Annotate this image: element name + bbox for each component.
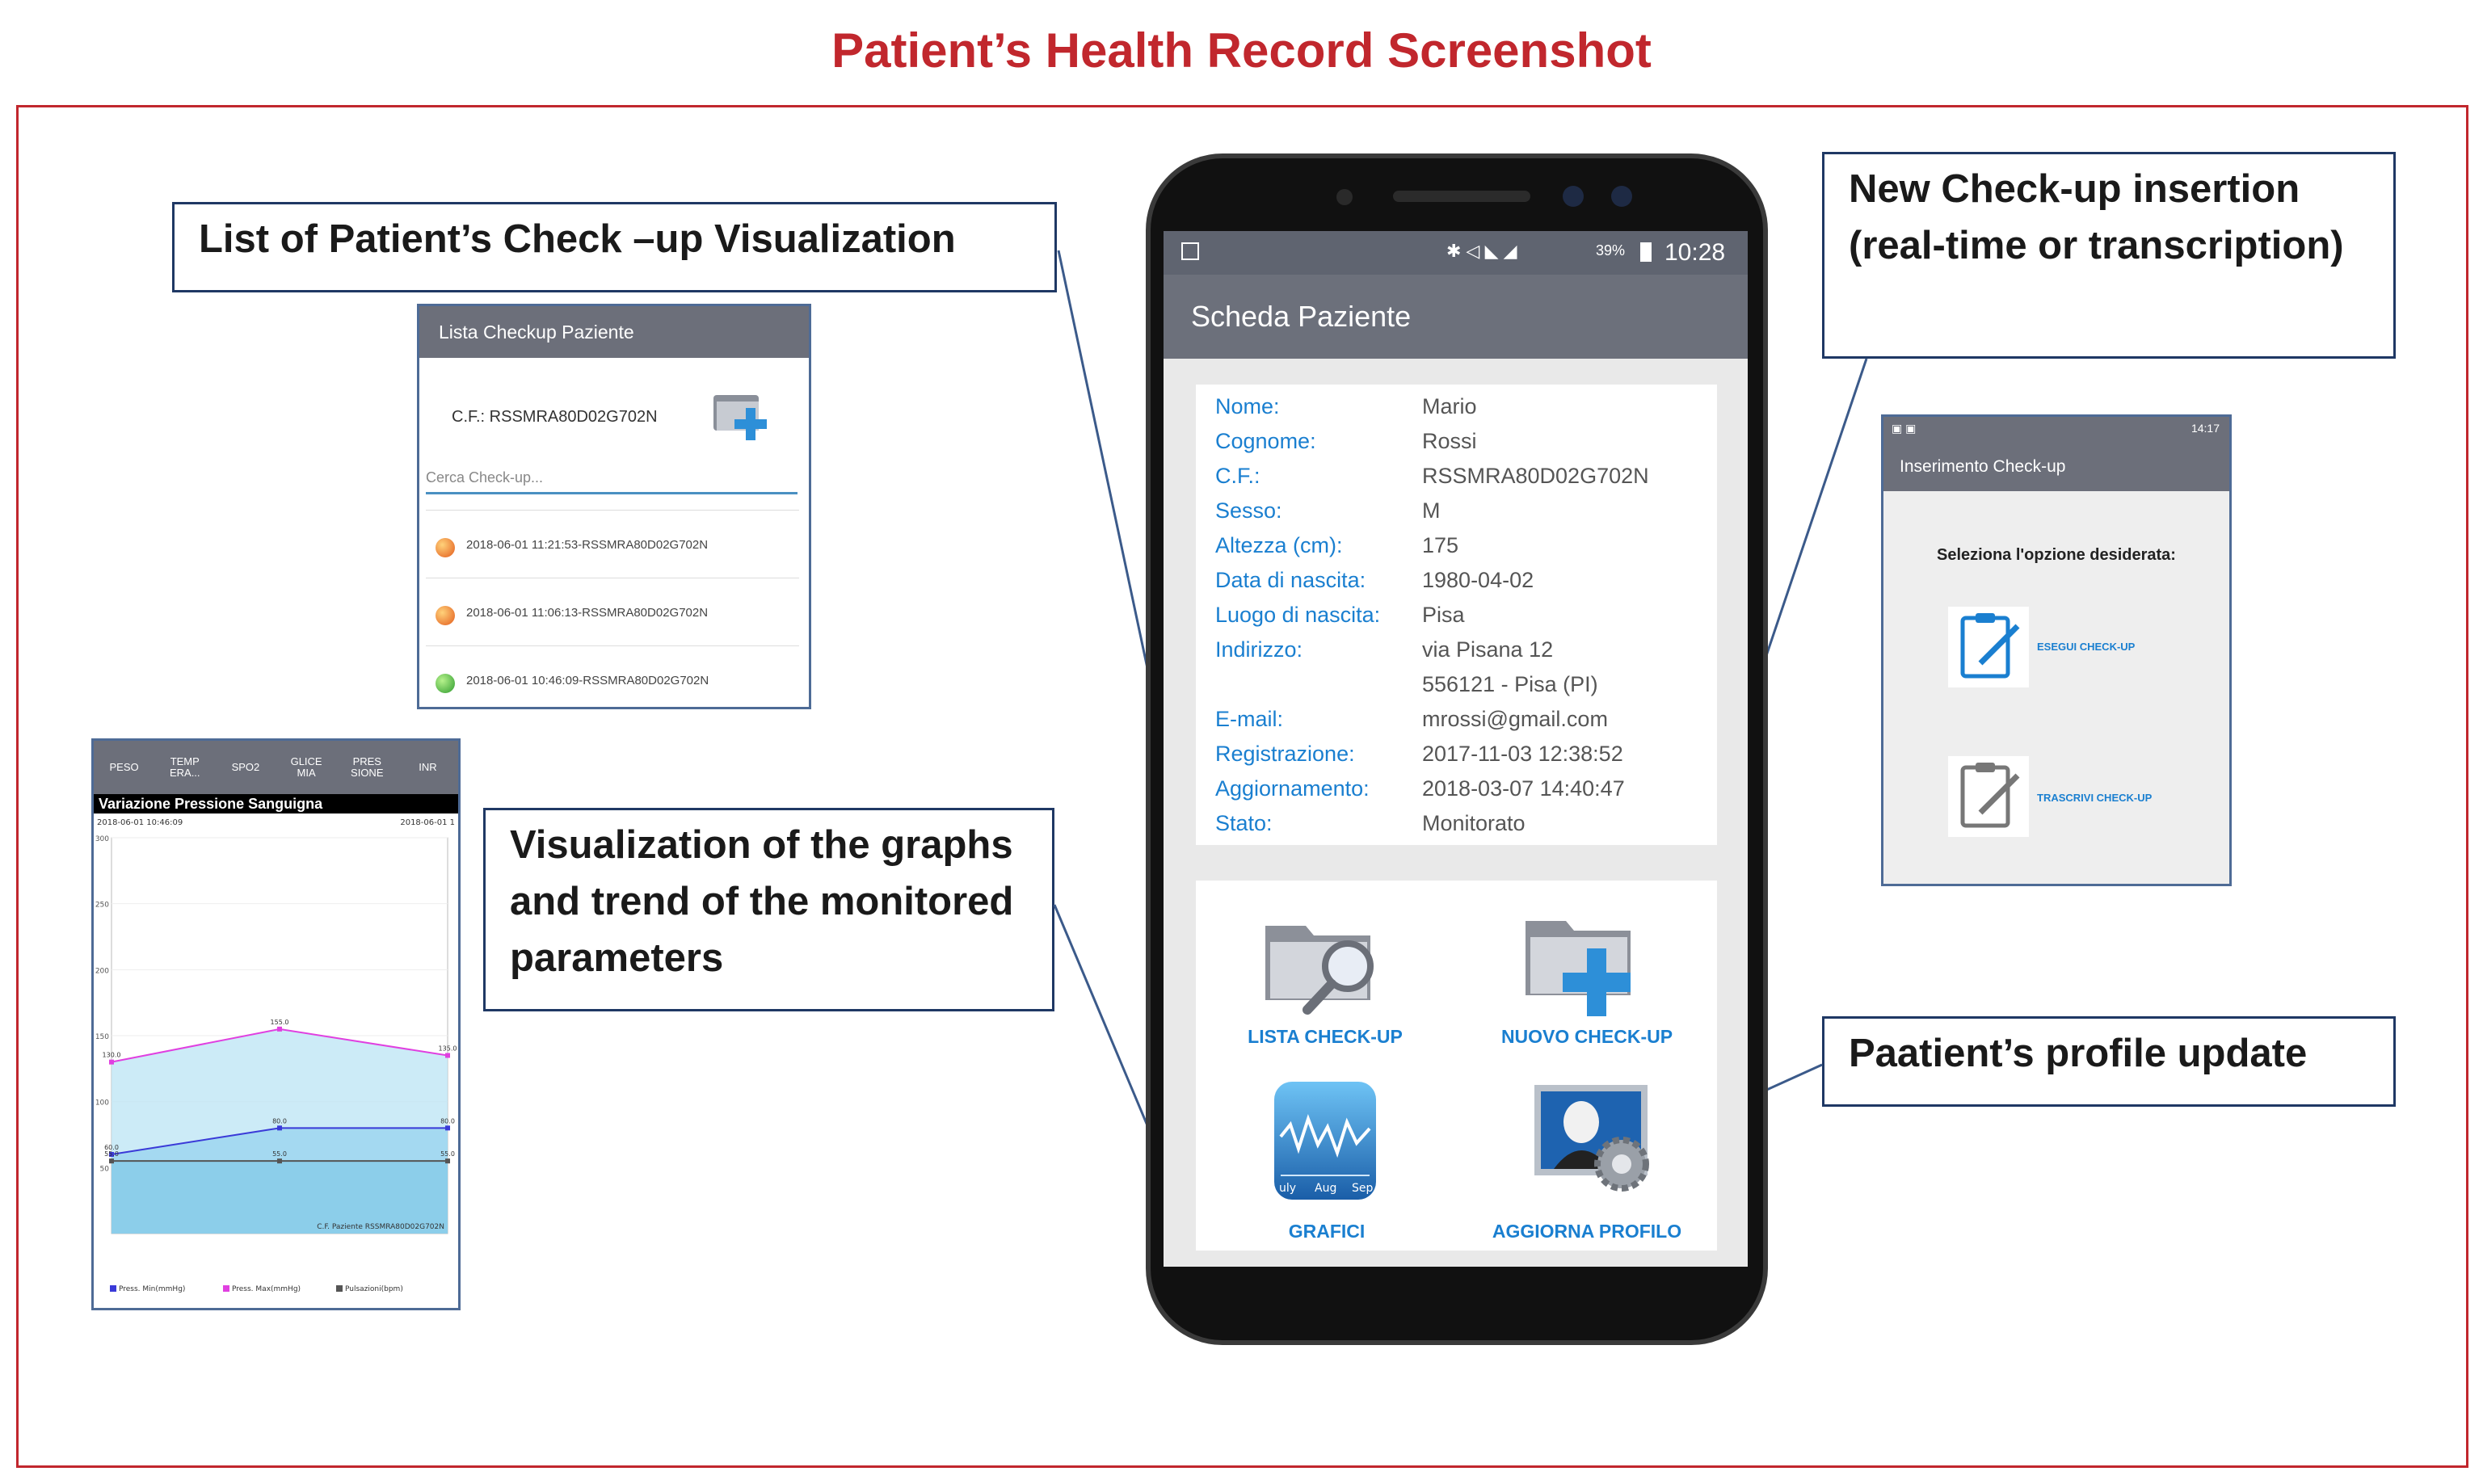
field-label: Stato: <box>1215 811 1273 835</box>
esegui-checkup-label: ESEGUI CHECK-UP <box>2037 641 2136 653</box>
notification-icons: ▣ ▣ <box>1892 422 1917 435</box>
field-label: Altezza (cm): <box>1215 533 1343 557</box>
data-label: 80.0 <box>440 1117 455 1125</box>
pressure-chart <box>94 813 458 1308</box>
tab-spo2[interactable]: SPO2 <box>231 761 260 773</box>
data-point <box>445 1053 450 1058</box>
field-value: 1980-04-02 <box>1422 568 1534 592</box>
y-tick-label: 200 <box>95 967 109 976</box>
callout-list-visualization: List of Patient’s Check –up Visualization <box>172 202 1057 292</box>
battery-icon <box>1640 242 1652 262</box>
field-value: via Pisana 12 <box>1422 637 1554 662</box>
data-label: 60.0 <box>104 1144 119 1151</box>
folder-add-icon <box>1521 905 1650 1018</box>
legend-label: Pulsazioni(bpm) <box>345 1285 403 1293</box>
list-screen-cf: C.F.: RSSMRA80D02G702N <box>452 408 658 426</box>
data-point <box>445 1125 450 1130</box>
field-value: M <box>1422 498 1441 523</box>
field-value: Pisa <box>1422 603 1465 627</box>
tab-glicemia[interactable]: GLICE MIA <box>290 755 322 779</box>
insert-checkup-screen <box>1881 414 2232 886</box>
nuovo-checkup-button[interactable] <box>1456 881 1717 1066</box>
field-value: Monitorato <box>1422 811 1526 835</box>
menu-card <box>1196 881 1717 1251</box>
graph-tabs <box>94 741 458 794</box>
trascrivi-checkup-option[interactable] <box>1948 756 2207 845</box>
folder-search-icon <box>1260 910 1390 1015</box>
legend-label: Press. Min(mmHg) <box>119 1285 186 1293</box>
y-tick-label: 250 <box>95 901 109 910</box>
field-value: mrossi@gmail.com <box>1422 707 1608 731</box>
y-tick-label: 150 <box>95 1033 109 1041</box>
checkup-list-item[interactable] <box>426 510 799 578</box>
callout-new-checkup: New Check-up insertion (real-time or transcription) <box>1822 152 2396 359</box>
checkup-list-item[interactable] <box>426 645 799 709</box>
app-title: Scheda Paziente <box>1164 275 1748 359</box>
insert-prompt: Seleziona l'opzione desiderata: <box>1937 546 2176 564</box>
checkup-item-text: 2018-06-01 11:06:13-RSSMRA80D02G702N <box>466 606 709 620</box>
tab-temperatura[interactable]: TEMP ERA... <box>169 755 200 779</box>
data-label: 55.0 <box>104 1150 119 1158</box>
tab-inr[interactable]: INR <box>419 761 437 773</box>
sensor-dot <box>1336 189 1353 205</box>
lista-checkup-button[interactable] <box>1196 881 1456 1066</box>
nuovo-checkup-label: NUOVO CHECK-UP <box>1500 1026 1673 1047</box>
profile-settings-icon <box>1533 1083 1654 1196</box>
insert-status-time: 14:17 <box>2191 422 2220 435</box>
data-label: 130.0 <box>102 1051 121 1059</box>
camera-icon <box>1563 186 1584 207</box>
status-time: 10:28 <box>1664 239 1726 266</box>
data-label: 135.0 <box>438 1045 457 1053</box>
status-bar <box>1164 231 1748 275</box>
aggiorna-profilo-button[interactable] <box>1456 1066 1717 1251</box>
search-checkup-input[interactable]: Cerca Check-up... <box>426 469 798 494</box>
list-checkup-screen <box>417 304 811 709</box>
legend-swatch <box>110 1285 116 1292</box>
legend-label: Press. Max(mmHg) <box>232 1285 301 1293</box>
field-label: Sesso: <box>1215 498 1282 523</box>
graph-icon-month: Aug <box>1315 1182 1337 1195</box>
tab-peso[interactable]: PESO <box>109 761 139 773</box>
field-label: Nome: <box>1215 394 1280 418</box>
notification-icon <box>1181 242 1199 260</box>
field-value: 556121 - Pisa (PI) <box>1422 672 1598 696</box>
patient-info-card <box>1196 385 1717 845</box>
add-checkup-icon[interactable] <box>710 387 775 444</box>
data-point <box>445 1158 450 1163</box>
legend-swatch <box>223 1285 229 1292</box>
data-label: 155.0 <box>270 1018 289 1026</box>
field-label: Data di nascita: <box>1215 568 1366 592</box>
field-value: 175 <box>1422 533 1459 557</box>
phone-body <box>1164 359 1748 1267</box>
data-label: 55.0 <box>440 1150 455 1158</box>
y-tick-label: 50 <box>99 1165 109 1174</box>
tab-pressione[interactable]: PRES SIONE <box>351 755 384 779</box>
callout-profile-update: Paatient’s profile update <box>1822 1016 2396 1107</box>
graph-footer-note: C.F. Paziente RSSMRA80D02G702N <box>317 1223 444 1231</box>
list-screen-title: Lista Checkup Paziente <box>419 306 809 358</box>
field-value: Mario <box>1422 394 1477 418</box>
graph-icon-month: Sep <box>1352 1182 1374 1195</box>
grafici-label: GRAFICI <box>1288 1221 1366 1242</box>
field-label: Registrazione: <box>1215 742 1355 766</box>
clipboard-pen-icon <box>1948 607 2029 687</box>
field-label: Indirizzo: <box>1215 637 1303 662</box>
field-label: Aggiornamento: <box>1215 776 1370 801</box>
checkup-item-text: 2018-06-01 10:46:09-RSSMRA80D02G702N <box>466 674 709 687</box>
field-value: 2017-11-03 12:38:52 <box>1422 742 1623 766</box>
status-dot-icon <box>436 606 455 625</box>
field-label: Luogo di nascita: <box>1215 603 1381 627</box>
callout-graphs-visualization: Visualization of the graphs and trend of the monitored parameters <box>483 808 1054 1011</box>
checkup-list-item[interactable] <box>426 578 799 646</box>
field-label: Cognome: <box>1215 429 1316 453</box>
speaker-grille <box>1393 191 1530 202</box>
checkup-item-text: 2018-06-01 11:21:53-RSSMRA80D02G702N <box>466 538 709 552</box>
data-point <box>277 1125 282 1130</box>
graph-icon-month: uly <box>1279 1182 1297 1195</box>
lista-checkup-label: LISTA CHECK-UP <box>1248 1026 1403 1047</box>
y-tick-label: 300 <box>95 835 109 843</box>
insert-screen-title: Inserimento Check-up <box>1883 443 2229 491</box>
phone-screen <box>1164 231 1748 1267</box>
status-dot-icon <box>436 538 455 557</box>
status-dot-icon <box>436 674 455 693</box>
graph-screen <box>91 738 461 1310</box>
clipboard-pencil-icon <box>1948 756 2029 837</box>
field-value: RSSMRA80D02G702N <box>1422 464 1649 488</box>
insert-status-bar <box>1883 417 2229 443</box>
page-title: Patient’s Health Record Screenshot <box>831 23 1652 78</box>
graph-date-left: 2018-06-01 10:46:09 <box>97 818 183 827</box>
esegui-checkup-option[interactable] <box>1948 607 2207 696</box>
data-label: 55.0 <box>272 1150 287 1158</box>
graph-date-right: 2018-06-01 1 <box>400 818 455 827</box>
field-label: E-mail: <box>1215 707 1284 731</box>
trascrivi-checkup-label: TRASCRIVI CHECK-UP <box>2037 792 2153 804</box>
grafici-button[interactable] <box>1196 1066 1456 1251</box>
field-value: 2018-03-07 14:40:47 <box>1422 776 1625 801</box>
field-label: C.F.: <box>1215 464 1260 488</box>
y-tick-label: 100 <box>95 1099 109 1108</box>
aggiorna-profilo-label: AGGIORNA PROFILO <box>1492 1221 1682 1242</box>
field-value: Rossi <box>1422 429 1477 453</box>
camera-icon <box>1611 186 1632 207</box>
data-point <box>109 1158 114 1163</box>
legend-swatch <box>336 1285 343 1292</box>
data-point <box>277 1158 282 1163</box>
battery-text: 39% <box>1596 242 1626 259</box>
graph-title: Variazione Pressione Sanguigna <box>94 794 458 813</box>
signal-icons: ✱ ◁ ◣ ◢ <box>1446 241 1517 261</box>
graph-app-icon <box>1273 1080 1378 1201</box>
data-point <box>109 1060 114 1065</box>
data-point <box>277 1027 282 1032</box>
data-label: 80.0 <box>272 1117 287 1125</box>
